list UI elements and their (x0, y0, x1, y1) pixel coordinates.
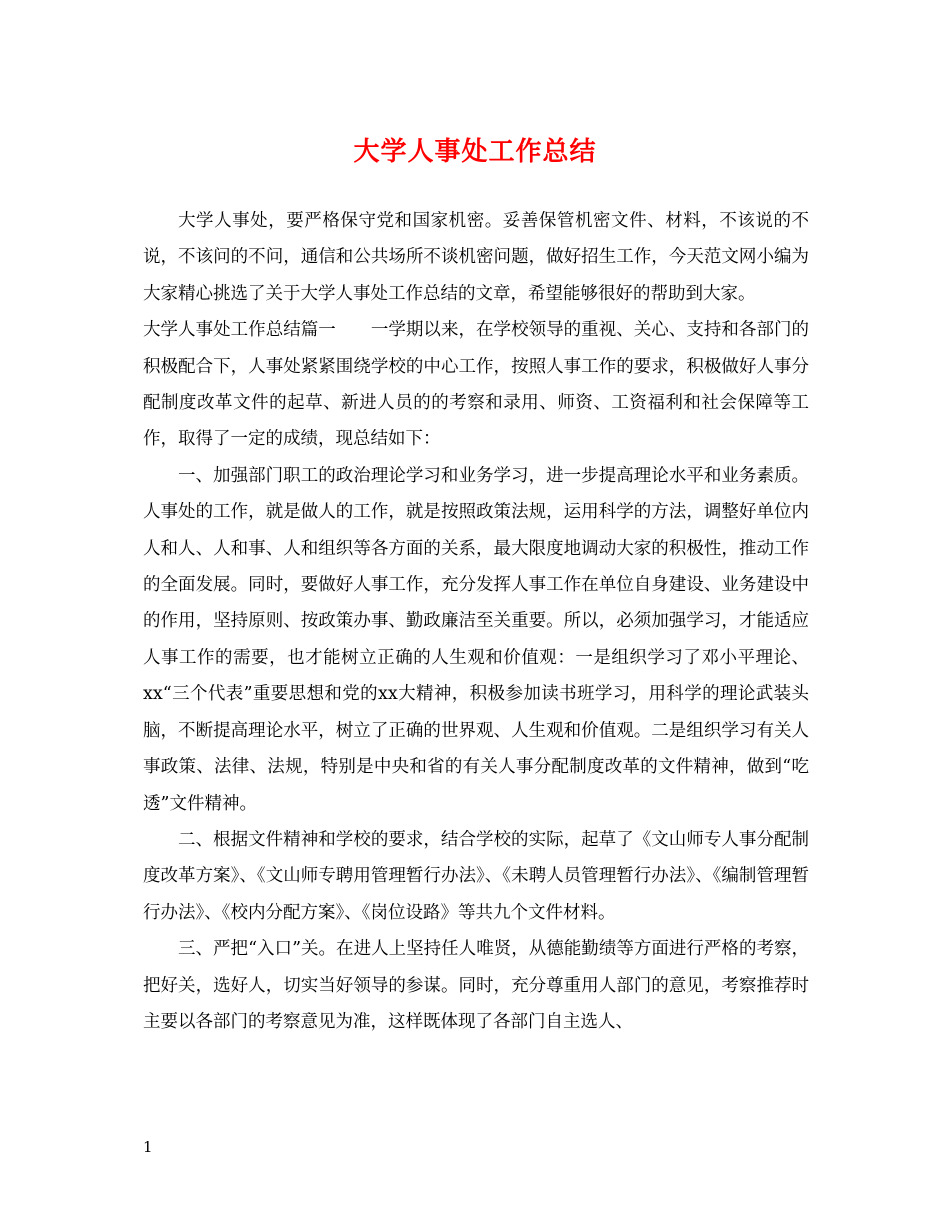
paragraph-section-3: 三、严把“入口”关。在进人上坚持任人唯贤，从德能勤绩等方面进行严格的考察，把好关，选好人，切实当好领导的参谋。同时，充分尊重用人部门的意见，考察推荐时主要以各部门的考察意见为准，这样既体现了各部门自主选人、 (143, 939, 809, 1032)
document-body (143, 203, 809, 1040)
paragraph-section-1: 一、加强部门职工的政治理论学习和业务学习，进一步提高理论水平和业务素质。人事处的工作，就是做人的工作，就是按照政策法规，运用科学的方法，调整好单位内人和人、人和事、人和组织等各方面的关系，最大限度地调动大家的积极性，推动工作的全面发展。同时，要做好人事工作，充分发挥人事工作在单位自身建设、业务建设中的作用，坚持原则、按政策办事、勤政廉洁至关重要。所以，必须加强学习，才能适应人事工作的需要，也才能树立正确的人生观和价值观：一是组织学习了邓小平理论、xx“三个代表”重要思想和党的xx大精神，积极参加读书班学习，用科学的理论武装头脑，不断提高理论水平，树立了正确的世界观、人生观和价值观。二是组织学习有关人事政策、法律、法规，特别是中央和省的有关人事分配制度改革的文件精神，做到“吃透”文件精神。 (143, 465, 809, 814)
paragraph-summary-opening: 大学人事处工作总结篇一 一学期以来，在学校领导的重视、关心、支持和各部门的积极配合下，人事处紧紧围绕学校的中心工作，按照人事工作的要求，积极做好人事分配制度改革文件的起草、新进人员的的考察和录用、师资、工资福利和社会保障等工作，取得了一定的成绩，现总结如下： (143, 320, 809, 450)
page-number: 1 (143, 1138, 153, 1156)
paragraph-intro: 大学人事处，要严格保守党和国家机密。妥善保管机密文件、材料，不该说的不说，不该问的不问，通信和公共场所不谈机密问题，做好招生工作，今天范文网小编为大家精心挑选了关于大学人事处工作总结的文章，希望能够很好的帮助到大家。 (143, 211, 809, 304)
document-title: 大学人事处工作总结 (353, 137, 597, 167)
paragraph-section-2: 二、根据文件精神和学校的要求，结合学校的实际，起草了《文山师专人事分配制度改革方案》、《文山师专聘用管理暂行办法》、《未聘人员管理暂行办法》、《编制管理暂行办法》、《校内分配方案》、《岗位设路》等共九个文件材料。 (143, 829, 809, 923)
